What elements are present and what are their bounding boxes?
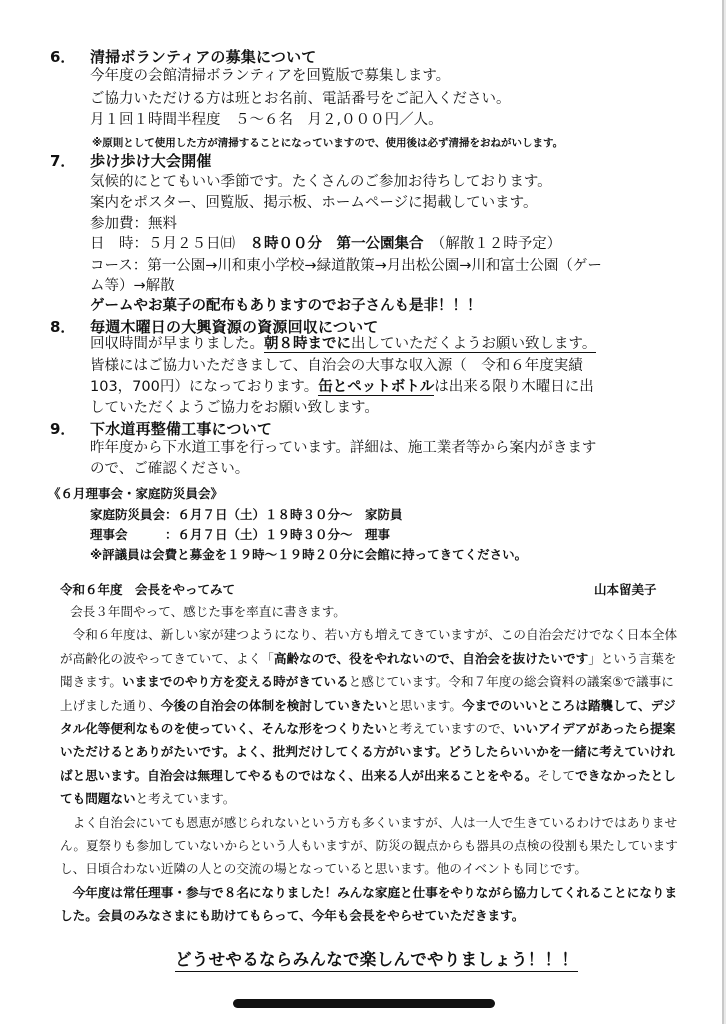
cans-bottles: 缶とペットボトル: [318, 379, 435, 395]
section-number: 6．: [50, 48, 76, 66]
body-line: 案内をポスター、回覧版、掲示板、ホームページに掲載しています。: [90, 195, 538, 211]
body-line: [90, 334, 596, 354]
bold-span: 今後の自治会の体制を検討していきたい: [160, 697, 388, 713]
body-line: 月１回１時間半程度 ５～６名 月２,０００円／人。: [90, 112, 443, 128]
meeting-note: ※評議員は会費と募金を１９時～１９時２０分に会館に持ってきてください。: [90, 547, 528, 562]
text-span: と感じています。令和７年度の総会資料の議案⑤で議事に上げました通り、: [60, 674, 674, 713]
essay-body: [60, 600, 685, 928]
text-span: は出来る限り木曜日に出: [434, 379, 594, 395]
emphasis-line: ゲームやお菓子の配布もありますのでお子さんも是非！！！: [90, 298, 482, 314]
home-indicator[interactable]: [233, 999, 495, 1008]
meeting-row: 理事会 ：６月７日（土）１９時３０分～ 理事: [90, 527, 391, 542]
bold-span: できなかったとしても問題ない: [60, 767, 676, 807]
course-line: ム等）→解散: [90, 278, 175, 294]
date-suffix: （解散１２時予定）: [423, 236, 562, 252]
date-prefix: 日 時：５月２５日㈰: [90, 236, 250, 252]
text-span: 回収時間が早まりました。: [90, 336, 264, 352]
essay-title: 令和６年度 会長をやってみて: [60, 582, 236, 597]
collection-time: 朝８時までに: [264, 336, 351, 352]
date-line: [90, 234, 561, 254]
text-span: そして: [537, 767, 576, 783]
text-span: 令和６年度は、新しい家が建つようになり、若い方も増えてきていますが、この自治会だけでなく日本全体が高齢化の波やってきていて、よく「: [60, 627, 678, 666]
section-title: 下水道再整備工事について: [90, 420, 273, 438]
text-span: 103，700円）になっております。: [90, 379, 319, 395]
section-number: 7．: [50, 152, 76, 170]
section-title: 毎週木曜日の大興資源の資源回収について: [90, 318, 379, 336]
closing-slogan: どうせやるならみんなで楽しんでやりましょう！！！: [175, 946, 578, 972]
text-span: 」という言葉を聞きます。: [60, 650, 677, 690]
section-title: 歩け歩け大会開催: [90, 152, 212, 170]
text-span: と考えています。: [135, 791, 236, 807]
body-line: [90, 377, 594, 397]
section-number: 9．: [50, 420, 76, 438]
bold-span: 高齢なので、役をやれないので、自治会を抜けたいです: [273, 650, 589, 666]
body-line: 昨年度から下水道工事を行っています。詳細は、施工業者等から案内がきます: [90, 440, 597, 456]
body-line: していただくようご協力をお願い致します。: [90, 400, 379, 416]
paragraph: [60, 623, 685, 810]
body-line: ご協力いただける方は班とお名前、電話番号をご記入ください。: [90, 91, 511, 107]
body-line: 今年度の会館清掃ボランティアを回覧版で募集します。: [90, 68, 451, 84]
paragraph: 会長３年間やって、感じた事を率直に書きます。: [70, 604, 346, 619]
meeting-heading: 《６月理事会・家庭防災員会》: [48, 486, 224, 501]
body-line: 気候的にとてもいい季節です。たくさんのご参加お待ちしております。: [90, 174, 552, 190]
body-line: 参加費：無料: [90, 216, 177, 232]
text-span: と考えていますので、: [387, 721, 513, 737]
course-line: コース：第一公園→川和東小学校→緑道散策→月出松公園→川和富士公園（ゲー: [90, 258, 602, 274]
section-title: 清掃ボランティアの募集について: [90, 48, 317, 66]
paragraph: 今年度は常任理事・参与で８名になりました！みんな家庭と仕事をやりながら協力してくれることになりました。会員のみなさまにも助けてもらって、今年も会長をやらせていただきます。: [60, 884, 678, 924]
text-span: 出していただくようお願い致します。: [351, 336, 597, 352]
body-line: ので、ご確認ください。: [90, 461, 250, 477]
date-time-place: ８時００分 第一公園集合: [249, 236, 424, 252]
essay-author: 山本留美子: [594, 582, 657, 597]
section-number: 8．: [50, 318, 76, 336]
text-span: と思います。: [387, 697, 462, 713]
bold-span: いいアイデアがあったら提案いただけるとありがたいです。よく、批判だけしてくる方がいます。どうしたらいいかを一緒に考えていければと思います。自治会は無理してやるものではなく、出来る人が出来ることをやる。: [60, 721, 676, 783]
body-line: 皆様にはご協力いただきまして、自治会の大事な収入源（ 令和６年度実績: [90, 358, 583, 374]
bold-span: 今までのいいところは踏襲して、デジタル化等便利なものを使っていく、そんな形をつくりたい: [60, 697, 676, 737]
footnote: ※原則として使用した方が清掃することになっていますので、使用後は必ず清掃をおねがいします。: [92, 137, 564, 149]
paragraph: よく自治会にいても恩恵が感じられないという方も多くいますが、人は一人で生きているわけではありません。夏祭りも参加していないからという人もいますが、防災の観点からも器具の点検の役割も果たしていますし、日頃合わない近隣の人との交流の場となっていると思います。他のイベントも同じです。: [60, 814, 678, 877]
meeting-row: 家庭防災員会：６月７日（土）１８時３０分～ 家防員: [90, 507, 403, 522]
bold-span: いままでのやり方を変える時がきている: [121, 674, 349, 690]
